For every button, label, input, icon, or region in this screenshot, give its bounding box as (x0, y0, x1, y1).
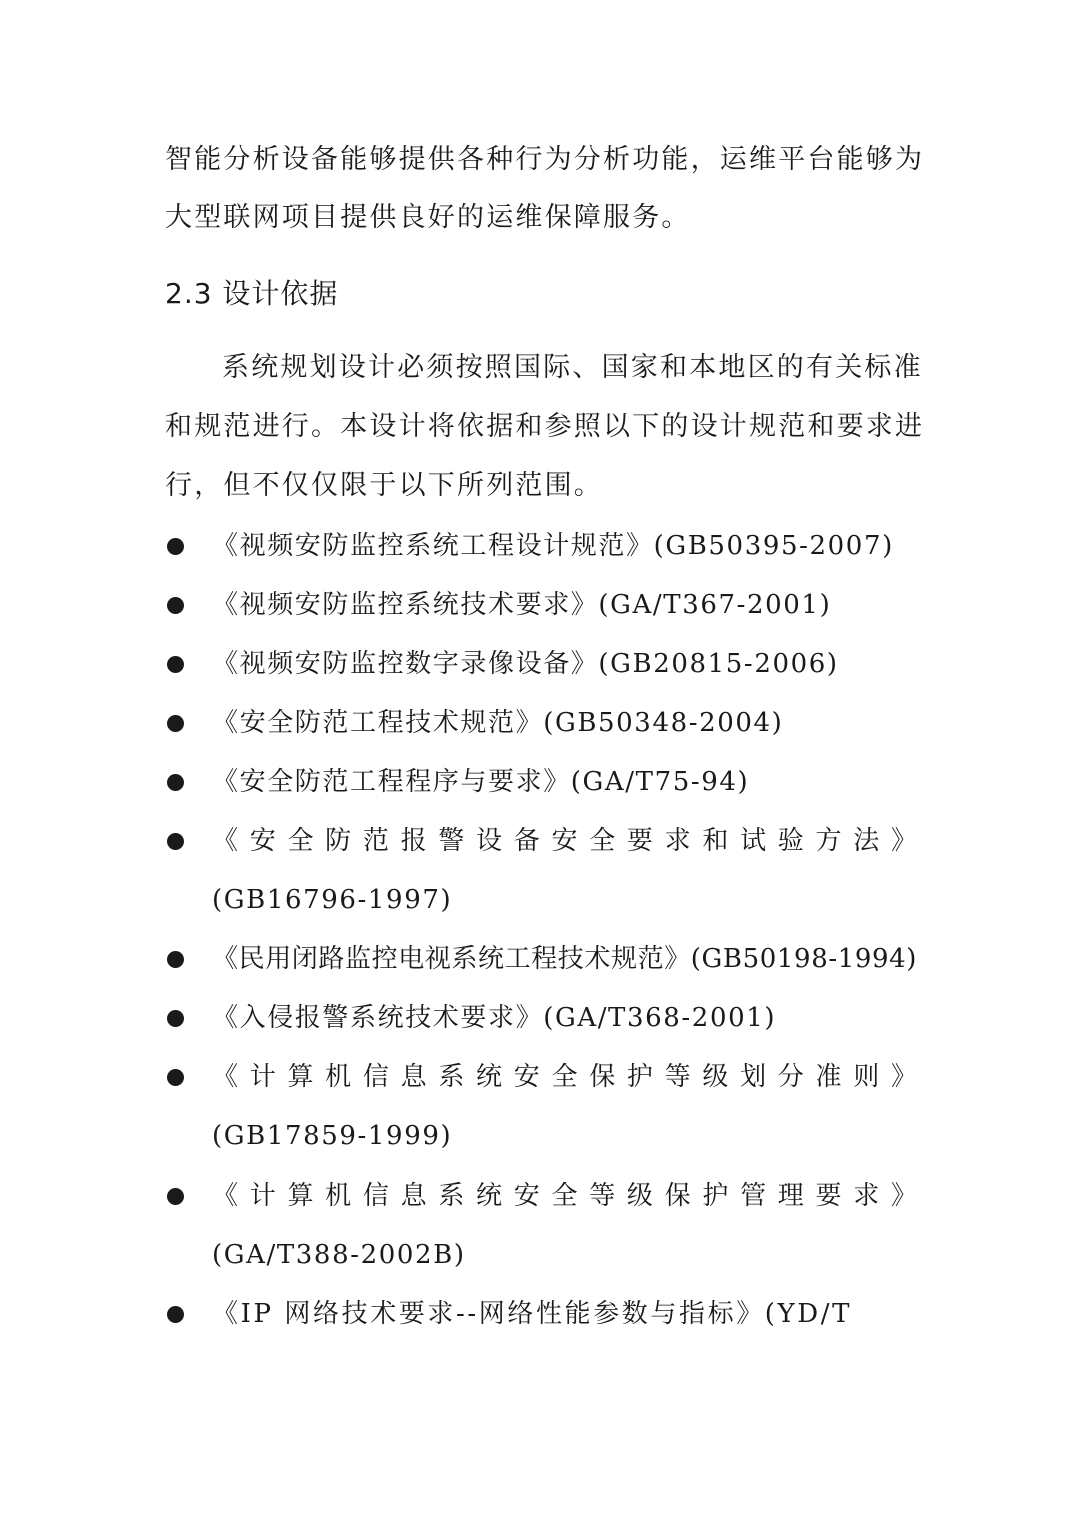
standard-item-1: 《视频安防监控系统工程设计规范》(GB50395-2007) (212, 531, 894, 561)
bullet-icon (167, 597, 184, 614)
bullet-icon (167, 1188, 184, 1205)
intro-paragraph-line-2: 大型联网项目提供良好的运维保障服务。 (165, 202, 691, 233)
standard-item-10: 《 计 算 机 信 息 系 统 安 全 等 级 保 护 管 理 要 求 》 (212, 1181, 917, 1211)
bullet-icon (167, 1306, 184, 1323)
standard-item-6: 《 安 全 防 范 报 警 设 备 安 全 要 求 和 试 验 方 法 》 (212, 826, 917, 856)
standard-item-4: 《安全防范工程技术规范》(GB50348-2004) (212, 708, 784, 738)
section-heading: 2.3 设计依据 (165, 277, 339, 310)
section-paragraph-line-1: 系统规划设计必须按照国际、国家和本地区的有关标准 (222, 352, 923, 383)
standard-item-9: 《 计 算 机 信 息 系 统 安 全 保 护 等 级 划 分 准 则 》 (212, 1062, 917, 1092)
standard-item-7: 《民用闭路监控电视系统工程技术规范》(GB50198-1994) (212, 944, 918, 974)
bullet-icon (167, 833, 184, 850)
standard-item-8: 《入侵报警系统技术要求》(GA/T368-2001) (212, 1003, 777, 1033)
standard-item-9-code: (GB17859-1999) (212, 1121, 453, 1151)
standard-item-3: 《视频安防监控数字录像设备》(GB20815-2006) (212, 649, 839, 679)
standard-item-6-code: (GB16796-1997) (212, 885, 453, 915)
intro-paragraph-line-1: 智能分析设备能够提供各种行为分析功能，运维平台能够为 (165, 144, 925, 175)
bullet-icon (167, 774, 184, 791)
bullet-icon (167, 715, 184, 732)
bullet-icon (167, 951, 184, 968)
standard-item-5: 《安全防范工程程序与要求》(GA/T75-94) (212, 767, 750, 797)
standard-item-11: 《IP 网络技术要求--网络性能参数与指标》(YD/T (212, 1299, 853, 1329)
bullet-icon (167, 656, 184, 673)
section-paragraph-line-3: 行，但不仅仅限于以下所列范围。 (165, 470, 603, 501)
standard-item-10-code: (GA/T388-2002B) (212, 1240, 466, 1270)
standard-item-2: 《视频安防监控系统技术要求》(GA/T367-2001) (212, 590, 832, 620)
bullet-icon (167, 1069, 184, 1086)
bullet-icon (167, 1010, 184, 1027)
bullet-icon (167, 538, 184, 555)
section-paragraph-line-2: 和规范进行。本设计将依据和参照以下的设计规范和要求进 (165, 411, 925, 442)
